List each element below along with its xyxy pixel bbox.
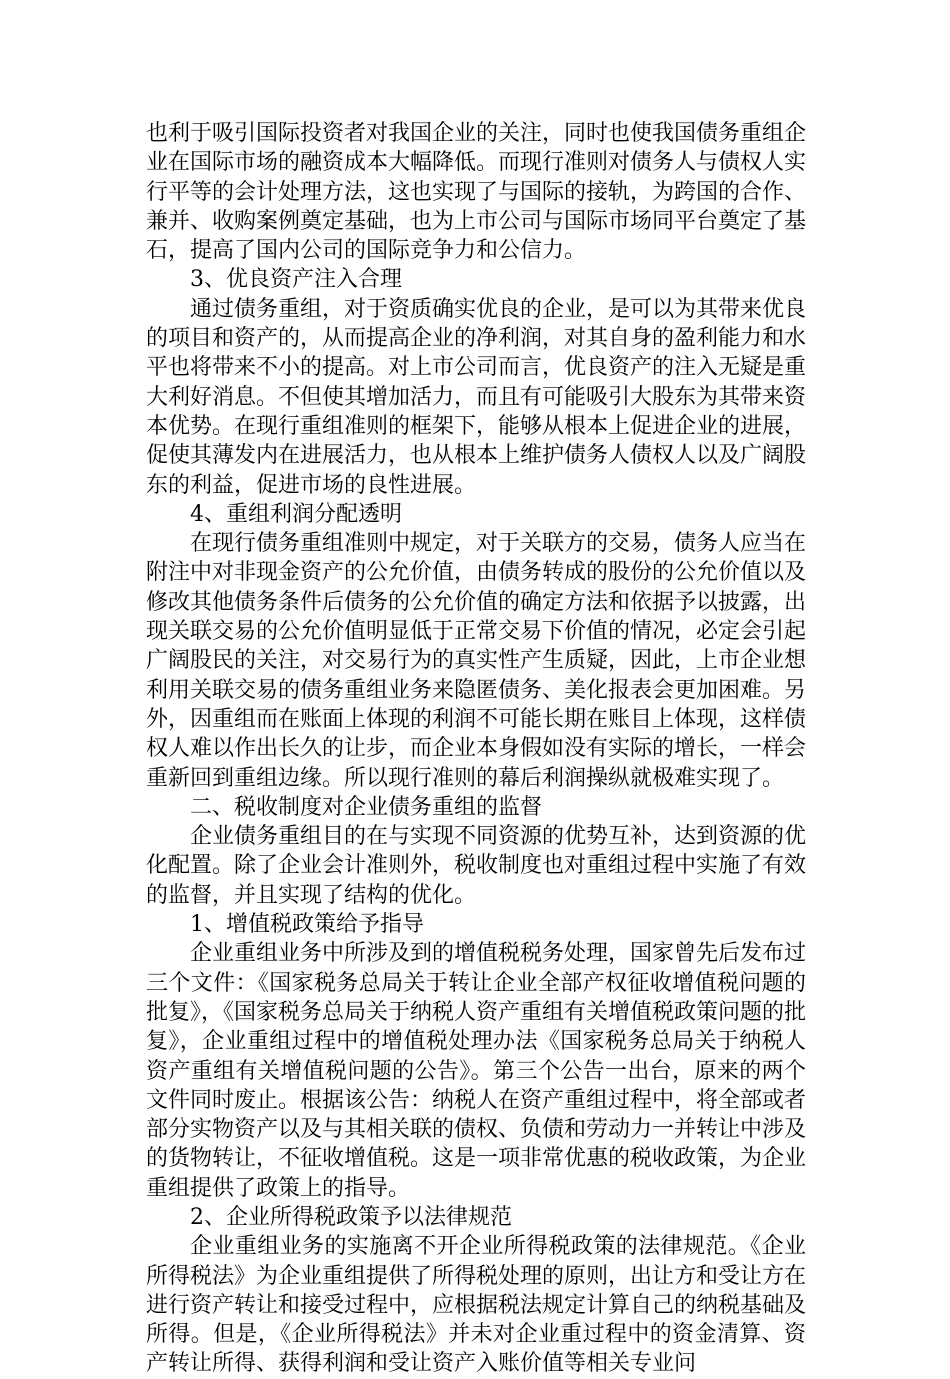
- paragraph-profit-transparency: 在现行债务重组准则中规定，对于关联方的交易，债务人应当在附注中对非现金资产的公允价值，由债务转成的股份的公允价值以及修改其他债务条件后债务的公允价值的确定方法和依据予以披露，出现关联交易的公允价值明显低于正常交易下价值的情况，必定会引起广阔股民的关注，对交易行为的真实性产生质疑，因此，上市企业想利用关联交易的债务重组业务来隐匿债务、美化报表会更加困难。另外，因重组而在账面上体现的利润不可能长期在账目上体现，这样债权人难以作出长久的让步，而企业本身假如没有实际的增长，一样会重新回到重组边缘。所以现行准则的幕后利润操纵就极难实现了。: [146, 531, 807, 791]
- paragraph-tax-supervision: 企业债务重组目的在与实现不同资源的优势互补，达到资源的优化配置。除了企业会计准则外，税收制度也对重组过程中实施了有效的监督，并且实现了结构的优化。: [146, 824, 807, 908]
- section-heading-quality-assets: 3、优良资产注入合理: [190, 267, 402, 293]
- paragraph-quality-assets: 通过债务重组，对于资质确实优良的企业，是可以为其带来优良的项目和资产的，从而提高企业的净利润，对其自身的盈利能力和水平也将带来不小的提高。对上市公司而言，优良资产的注入无疑是重大利好消息。不但使其增加活力，而且有可能吸引大股东为其带来资本优势。在现行重组准则的框架下，能够从根本上促进企业的进展，促使其薄发内在进展活力，也从根本上维护债务人债权人以及广阔股东的利益，促进市场的良性进展。: [146, 296, 807, 498]
- paragraph-vat-policy: 企业重组业务中所涉及到的增值税税务处理，国家曾先后发布过三个文件：《国家税务总局关于转让企业全部产权征收增值税问题的批复》，《国家税务总局关于纳税人资产重组有关增值税政策问题的批复》，企业重组过程中的增值税处理办法《国家税务总局关于纳税人资产重组有关增值税问题的公告》。第三个公告一出台，原来的两个文件同时废止。根据该公告：纳税人在资产重组过程中，将全部或者部分实物资产以及与其相关联的债权、负债和劳动力一并转让中涉及的货物转让，不征收增值税。这是一项非常优惠的税收政策，为企业重组提供了政策上的指导。: [146, 941, 807, 1201]
- paragraph-income-tax: 企业重组业务的实施离不开企业所得税政策的法律规范。《企业所得税法》为企业重组提供了所得税处理的原则，出让方和受让方在进行资产转让和接受过程中，应根据税法规定计算自己的纳税基础及所得。但是，《企业所得税法》并未对企业重过程中的资金清算、资产转让所得、获得利润和受让资产入账价值等相关专业问: [146, 1234, 807, 1377]
- section-heading-vat-policy: 1、增值税政策给予指导: [190, 912, 424, 938]
- document-body: [146, 119, 806, 1379]
- section-heading-profit-transparency: 4、重组利润分配透明: [190, 501, 402, 527]
- section-heading-income-tax: 2、企业所得税政策予以法律规范: [190, 1204, 512, 1230]
- section-heading-tax-supervision: 二、税收制度对企业债务重组的监督: [190, 794, 543, 820]
- paragraph-intro: 也利于吸引国际投资者对我国企业的关注，同时也使我国债务重组企业在国际市场的融资成本大幅降低。而现行准则对债务人与债权人实行平等的会计处理方法，这也实现了与国际的接轨，为跨国的合作、兼并、收购案例奠定基础，也为上市公司与国际市场同平台奠定了基石，提高了国内公司的国际竞争力和公信力。: [146, 121, 807, 264]
